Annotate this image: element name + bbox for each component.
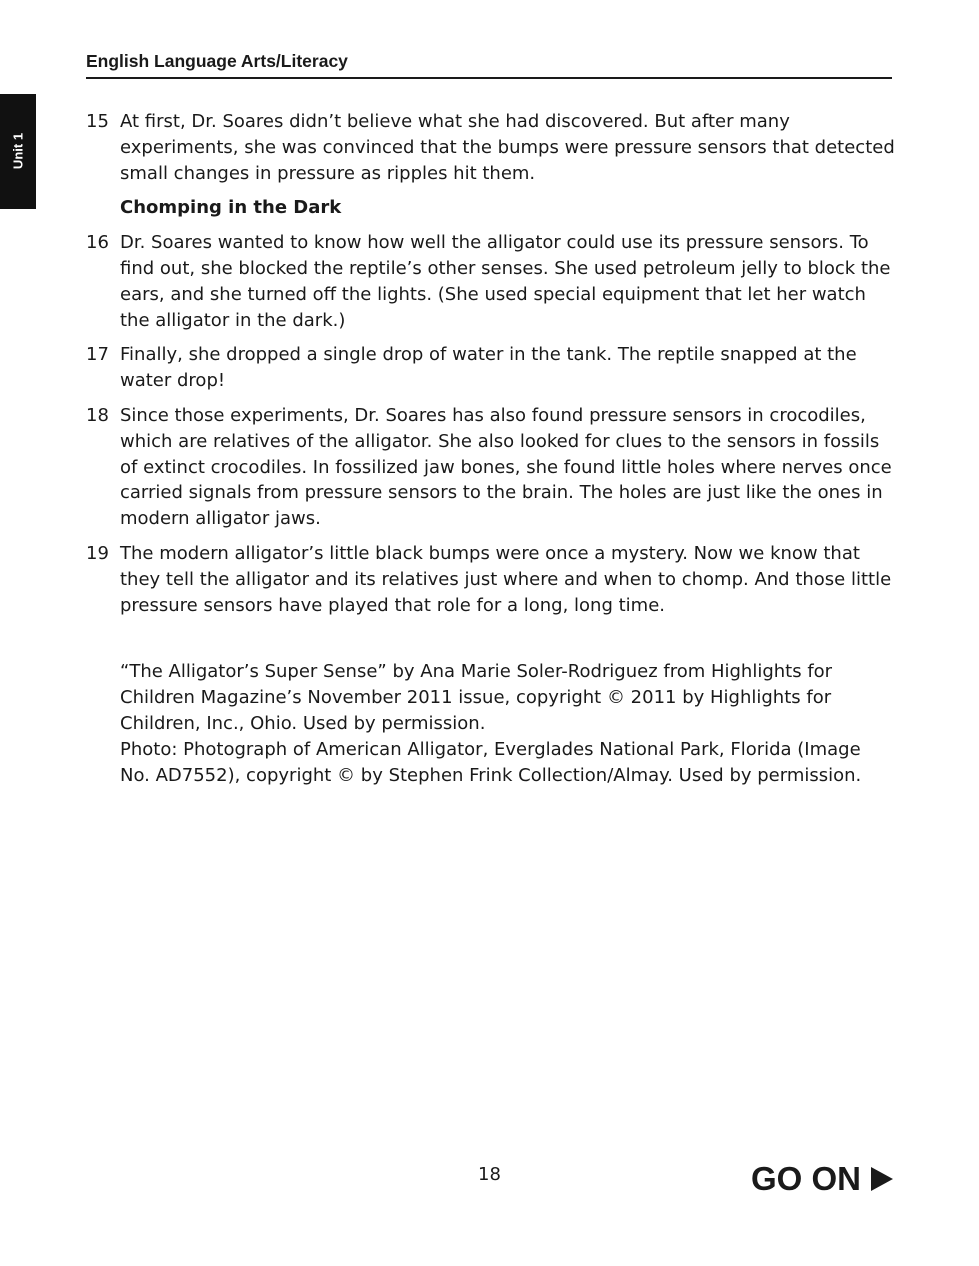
article-credit: “The Alligator’s Super Sense” by Ana Marie Soler-Rodriguez from Highlights for Children Magazine’s November 2011 issue, copyright © 2011 by Highlights for Children, Inc., Ohio. Used by permission. <box>120 661 833 734</box>
credits <box>86 659 896 788</box>
paragraph-number: 16 <box>86 232 109 254</box>
go-on-label: GO ON <box>750 1160 861 1197</box>
paragraph-number: 17 <box>86 344 109 366</box>
paragraph-text: Finally, she dropped a single drop of water in the tank. The reptile snapped at the water drop! <box>120 344 857 392</box>
paragraph-text: The modern alligator’s little black bumps were once a mystery. Now we know that they tell the alligator and its relatives just where and when to chomp. And those little pressure sensors have played that role for a long, long time. <box>120 542 892 616</box>
section-header: English Language Arts/Literacy <box>86 51 892 79</box>
right-triangle-icon <box>871 1167 893 1191</box>
paragraph-number: 18 <box>86 404 109 426</box>
unit-tab <box>0 94 36 209</box>
paragraph-number: 15 <box>86 111 109 132</box>
go-on-indicator <box>751 1160 893 1198</box>
paragraph-16 <box>86 230 896 333</box>
paragraph-text: Since those experiments, Dr. Soares has also found pressure sensors in crocodiles, which are relatives of the alligator. She also looked for clues to the sensors in fossils of extinct crocodiles. In fossilized jaw bones, she found little holes where nerves once carried signals from pressure sensors to the brain. The holes are just like the ones in modern alligator jaws. <box>120 404 892 530</box>
paragraph-18 <box>86 403 896 532</box>
unit-label: Unit 1 <box>10 132 26 170</box>
subheading: Chomping in the Dark <box>120 197 342 219</box>
paragraph-text: Dr. Soares wanted to know how well the alligator could use its pressure sensors. To find out, she blocked the reptile’s other senses. She used petroleum jelly to block the ears, and she turned off the lights. (She used special equipment that let her watch the alligator in the dark.) <box>120 232 891 331</box>
paragraph-19 <box>86 541 896 618</box>
paragraph-15 <box>86 109 896 186</box>
paragraph-17 <box>86 342 896 394</box>
page-number: 18 <box>478 1164 501 1185</box>
paragraph-number: 19 <box>86 542 109 564</box>
passage-content <box>86 109 896 788</box>
photo-credit: Photo: Photograph of American Alligator, Everglades National Park, Florida (Image No. AD7552), copyright © by Stephen Frink Collection/Almay. Used by permission. <box>120 738 862 786</box>
paragraph-text: At first, Dr. Soares didn’t believe what she had discovered. But after many experiments, she was convinced that the bumps were pressure sensors that detected small changes in pressure as ripples hit them. <box>120 111 895 184</box>
